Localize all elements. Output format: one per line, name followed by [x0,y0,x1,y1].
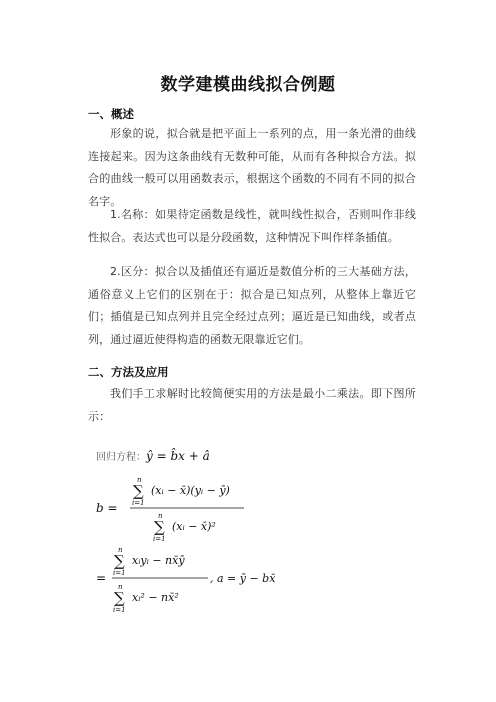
b-denominator: (xᵢ − x̄)² [172,520,216,533]
sum-lower-limit: i=1 [113,569,126,577]
alt-denominator: xᵢ² − nx̄² [132,591,179,604]
alt-numerator: xᵢyᵢ − nx̄ȳ [132,554,185,567]
sum-lower-limit: i=1 [113,606,126,614]
b-lhs: b = [96,501,118,515]
sum-sign-icon: ∑ [154,518,165,536]
sum-upper-limit: n [118,546,123,554]
sum-sign-icon: ∑ [133,482,144,500]
sum-lower-limit: i=1 [132,499,145,507]
paragraph-distinction: 2.区分：拟合以及插值还有逼近是数值分析的三大基础方法，通俗意义上它们的区别在于：拟合是已知点列，从整体上靠近它们；插值是已知点列并且完全经过点列；逼近是已知曲线，或者点列，通过逼近使得构造的函数无限靠近它们。 [88,265,416,346]
sum-upper-limit: n [158,512,163,520]
least-squares-formula-image [96,448,356,618]
sum-lower-limit: i=1 [153,535,166,543]
regression-equation: ŷ = b̂x + â [146,449,210,463]
section-heading-overview: 一、概述 [88,107,134,121]
b-numerator: (xᵢ − x̄)(yᵢ − ȳ) [151,484,230,497]
equals-sign: = [96,571,107,585]
paragraph-name: 1.名称：如果待定函数是线性，就叫线性拟合，否则叫作非线性拟合。表达式也可以是分段函数，这种情况下叫作样条插值。 [88,208,416,244]
sum-sign-icon: ∑ [114,552,125,570]
paragraph-overview: 形象的说，拟合就是把平面上一系列的点，用一条光滑的曲线连接起来。因为这条曲线有无数种可能，从而有各种拟合方法。拟合的曲线一般可以用函数表示，根据这个函数的不同有不同的拟合名字。 [88,127,416,208]
sum-upper-limit: n [137,476,142,484]
a-expression: , a = ȳ − bx̄ [210,572,276,585]
page-title: 数学建模曲线拟合例题 [160,75,336,95]
section-heading-methods: 二、方法及应用 [88,365,169,379]
sum-upper-limit: n [118,583,123,591]
paragraph-methods: 我们手工求解时比较简便实用的方法是最小二乘法。即下图所示： [88,387,416,423]
sum-sign-icon: ∑ [114,589,125,607]
formula-label: 回归方程： [96,452,146,463]
